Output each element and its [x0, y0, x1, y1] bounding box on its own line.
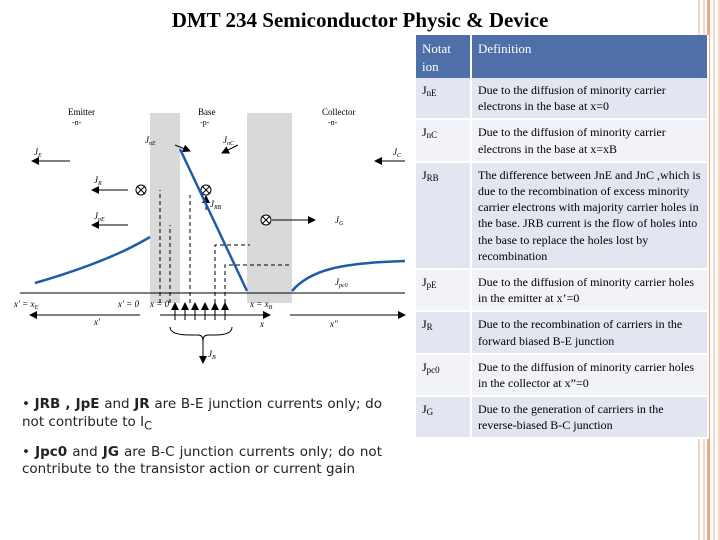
table-row: [416, 270, 709, 312]
jpc0-path: [215, 245, 250, 303]
collector-hole-profile: [292, 261, 405, 291]
jc-label: $J_C$: [393, 147, 402, 159]
collector-label: Collector: [322, 107, 356, 117]
definition-cell: Due to the diffusion of minority carrier holes in the collector at x”=0: [472, 355, 709, 397]
notation-cell: JRB: [416, 163, 472, 270]
table-row: [416, 397, 709, 439]
base-current-brace: [170, 327, 232, 341]
base-type-label: -p-: [200, 118, 210, 127]
definition-cell: The difference between JnE and JnC ,which is due to the recombination of excess minority carrier electrons with majority carrier holes in the base. JRB current is the flow of holes into the base to replace the holes lost by recombination: [472, 163, 709, 270]
bc-depletion-region: [247, 113, 292, 303]
jg-label: $J_G$: [335, 215, 344, 227]
slide-title: DMT 234 Semiconductor Physic & Device: [171, 8, 549, 32]
table-header-row: [416, 35, 709, 78]
notation-cell: JR: [416, 312, 472, 354]
current-components-diagram: [10, 95, 410, 370]
note-be-currents: • JRB , JpE and JR are B-E junction currents only; do not contribute to $I_C$: [22, 396, 382, 433]
table-row: [416, 163, 709, 270]
notation-cell: Jpc0: [416, 355, 472, 397]
generation-symbol: [261, 215, 271, 225]
x-zero-label: x = 0: [150, 299, 170, 309]
x-axis-label: x: [260, 319, 264, 329]
note-bc-currents: • Jpc0 and JG are B-C junction currents only; do not contribute to the transistor action or current gain: [22, 443, 382, 478]
x-dprime-axis-label: x": [330, 319, 338, 329]
definition-header: Definition: [472, 35, 709, 78]
x-prime-axis-label: x': [94, 317, 100, 327]
definition-cell: Due to the diffusion of minority carrier electrons in the base at x=xB: [472, 120, 709, 162]
notation-cell: JG: [416, 397, 472, 439]
emitter-hole-profile: [35, 237, 150, 283]
notation-cell: JnC: [416, 120, 472, 162]
x-prime-eq-xe-label: $x' = x_E$: [14, 299, 39, 311]
jnc-label: $J_{nC}$: [223, 135, 235, 147]
x-prime-zero-label: x' = 0: [118, 299, 139, 309]
notation-cell: JnE: [416, 78, 472, 120]
definition-cell: Due to the diffusion of minority carrier electrons in the base at x=0: [472, 78, 709, 120]
jrb-label: $J_{RB}$: [210, 199, 222, 211]
jpc0-label: $J_{pc0}$: [335, 277, 348, 289]
jb-label: $J_B$: [208, 349, 216, 361]
base-current-arrows: [175, 303, 225, 320]
notation-definition-table: [416, 35, 709, 439]
emitter-type-label: -n-: [72, 118, 82, 127]
x-eq-xb-label: $x = x_B$: [250, 299, 273, 311]
definition-cell: Due to the diffusion of minority carrier holes in the emitter at x’=0: [472, 270, 709, 312]
notation-cell: JpE: [416, 270, 472, 312]
emitter-label: Emitter: [68, 107, 95, 117]
table-row: [416, 120, 709, 162]
definition-cell: Due to the recombination of carriers in the forward biased B-E junction: [472, 312, 709, 354]
recombination-symbol: [136, 185, 146, 195]
jpe-label: $J_{pE}$: [94, 211, 105, 223]
table-row: [416, 312, 709, 354]
definition-cell: Due to the generation of carriers in the reverse-biased B-C junction: [472, 397, 709, 439]
jr-label: $J_R$: [94, 175, 102, 187]
base-electron-profile: [180, 149, 247, 291]
je-label: $J_E$: [34, 147, 42, 159]
base-label: Base: [198, 107, 216, 117]
collector-type-label: -n-: [328, 118, 338, 127]
table-row: [416, 355, 709, 397]
notation-header: Notat ion: [416, 35, 472, 78]
jne-label: $J_{nE}$: [145, 135, 156, 147]
table-row: [416, 78, 709, 120]
notes-list: [22, 396, 382, 489]
base-recombination-symbol: [201, 185, 211, 195]
